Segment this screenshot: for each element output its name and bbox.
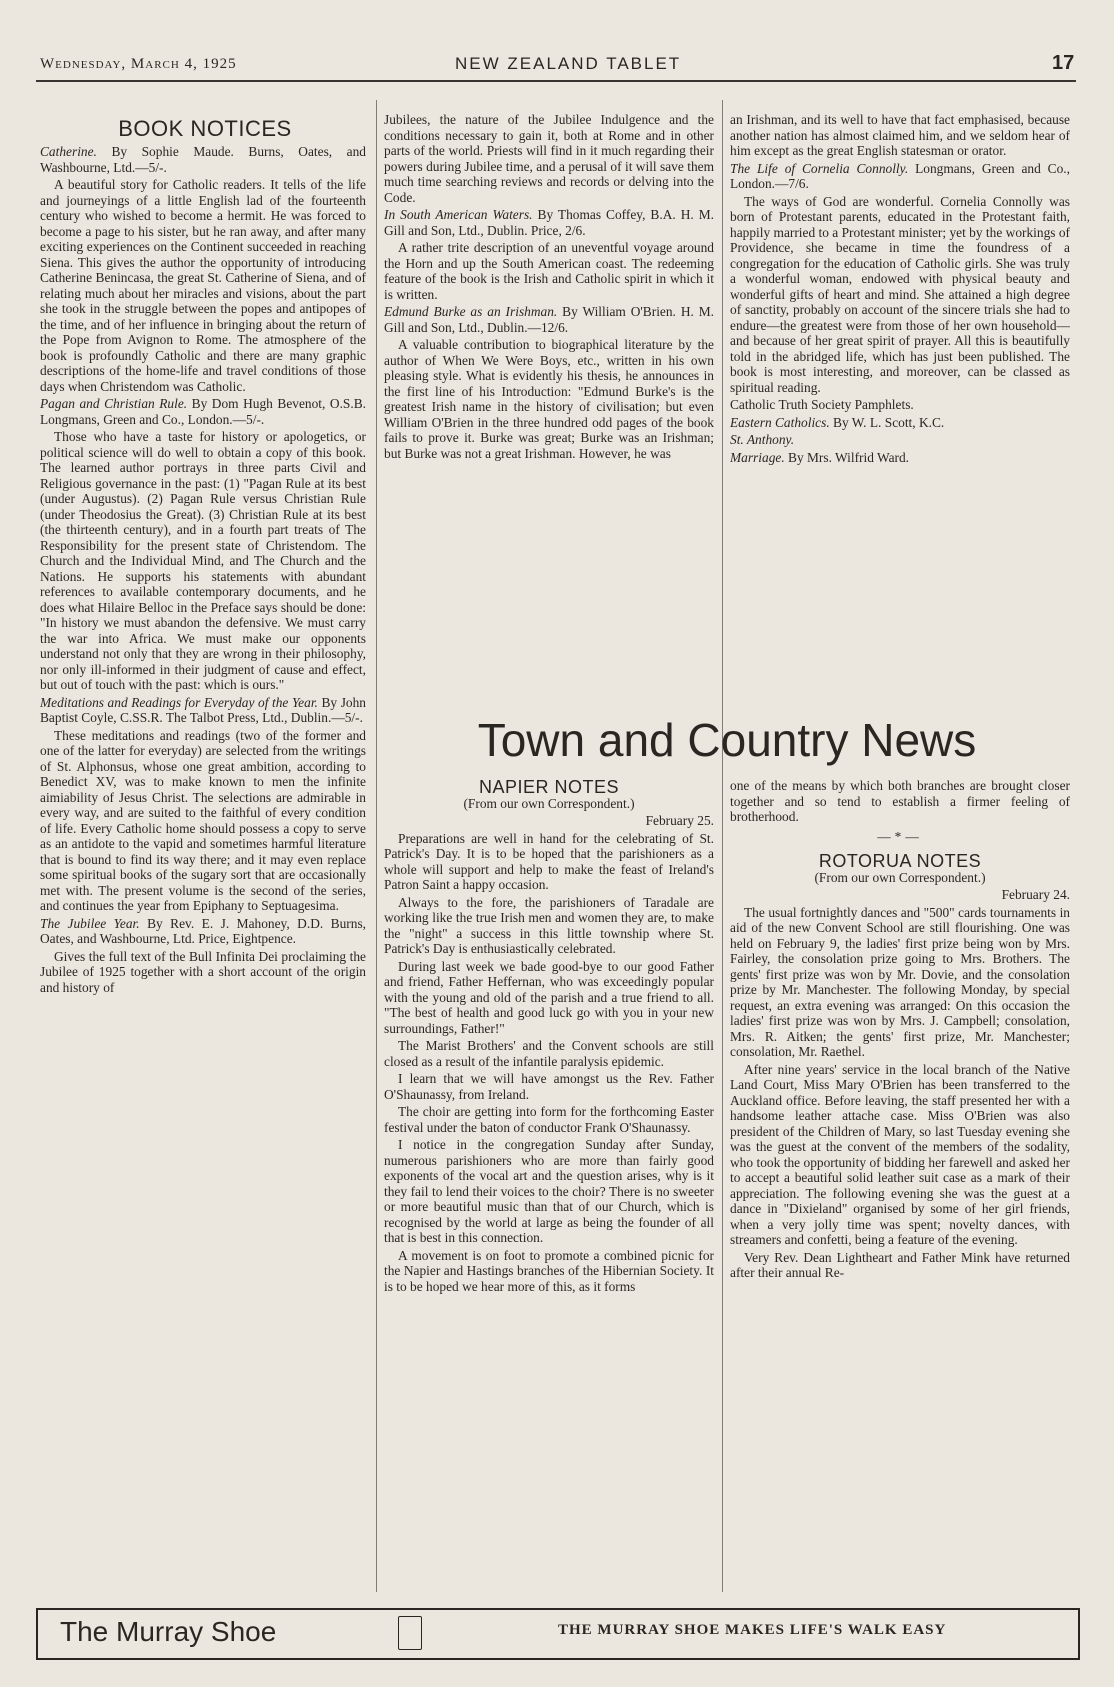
review-paragraph: Jubilees, the nature of the Jubilee Indulgence and the conditions necessary to gain it, both at Rome and in other parts of the world. Priests will find in it much regarding their powers during Jubilee time, and a perusal of it will save them much time searching reviews and records or delving into the Code. — [384, 112, 714, 205]
news-paragraph: The usual fortnightly dances and "500" cards tournaments in aid of the new Convent School are still flourishing. One was held on February 9, the ladies' first prize being won by Mrs. Fairley, the consolation prize going to Mrs. Brothers. The gents' first prize was won by Mr. Dovie, and the consolation prize by Mr. Manchester. The following Monday, by special request, an extra evening was arranged: On this occasion the ladies' first prize was won by Mrs. J. Campbell; consolation, Mrs. R. Aitken; the gents' first prize, Mr. Manchester; consolation, Mr. Raethel. — [730, 904, 1070, 1059]
book-title: St. Anthony. — [730, 432, 795, 447]
news-paragraph: A movement is on foot to promote a combined picnic for the Napier and Hastings branches of the Hibernian Society. It is to be hoped we hear more of this, as it forms — [384, 1247, 714, 1294]
book-publication-details: By Rev. E. J. Mahoney, D.D. Burns, Oates, and Washbourne, Ltd. Price, Eightpence. — [40, 915, 366, 946]
book-publication-details: Longmans, Green and Co., London.—7/6. — [730, 160, 1070, 191]
review-paragraph: A beautiful story for Catholic readers. It tells of the life and journeyings of a little English lad of the fourteenth century who wished to become a hermit. He was forced to become a page to his sister, but he ran away, and after many exciting experiences on the Continent succeeded in reaching Siena. This gives the author the opportunity of introducing Catherine Benincasa, the great St. Catherine of Siena, and of relating much about her miracles and visions, about the part she took in the struggle between the popes and antipopes of the time, and of her influence in bringing about the return of the Pope from Avignon to Rome. The atmosphere of the book is profoundly Catholic and there are many graphic descriptions of the home-life and travel conditions of those days when Christendom was Catholic. — [40, 177, 366, 394]
rotorua-date: February 24. — [1001, 887, 1070, 902]
header-rule — [36, 80, 1076, 82]
book-title: Pagan and Christian Rule. — [40, 396, 188, 411]
review-paragraph: A rather trite description of an uneventful voyage around the Horn and up the South American coast. The redeeming feature of the book is the Irish and Catholic spirit in which it is written. — [384, 240, 714, 302]
review-paragraph: These meditations and readings (two of the former and one of the latter for everyday) are selected from the writings of St. Alphonsus, whose one great ambition, according to Benedict XV, was to make known to men the infinite aimiability of Jesus Christ. The selections are admirable in every way, and are suited to the faithful of every condition of life. Every Catholic home should possess a copy to serve as an antidote to the vapid and sometimes harmful literature that is bound to find its way there; and it may even replace some spiritual books of the sugary sort that are occasionally met with. The present volume is the second of the series, and continues the year from Epiphany to Septuagesima. — [40, 727, 366, 913]
page-number: 17 — [1052, 52, 1075, 74]
book-title: Catherine. — [40, 144, 97, 159]
book-notices-heading: BOOK NOTICES — [118, 116, 292, 141]
book-publication-details: By John Baptist Coyle, C.SS.R. The Talbot Press, Ltd., Dublin.—5/-. — [40, 694, 366, 725]
book-publication-details: By William O'Brien. H. M. Gill and Son, Ltd., Dublin.—12/6. — [384, 304, 714, 335]
book-notices-column-1 — [40, 144, 366, 1599]
book-citation — [40, 916, 366, 947]
book-citation — [384, 304, 714, 335]
book-title: In South American Waters. — [384, 207, 533, 222]
column-divider — [376, 100, 377, 1592]
news-paragraph: I learn that we will have amongst us the Rev. Father O'Shaunassy, from Ireland. — [384, 1071, 714, 1102]
book-citation — [384, 207, 714, 238]
book-notices-column-2 — [384, 112, 714, 704]
book-citation — [730, 161, 1070, 192]
review-paragraph: Those who have a taste for history or apologetics, or political science will do well to obtain a copy of this book. The learned author portrays in three parts Civil and Religious governance in the past: (1) "Pagan Rule at its best (under Augustus). (2) Pagan Rule versus Christian Rule (under Theodosius the Great). (3) Christian Rule at its best (the thirteenth century), and in a fourth part treats of The Responsibility for the present state of Christendom. The Church and the Individual Mind, and The Church and the Nations. He supports his statements with abundant references to available contemporary documents, and he does what Hilaire Belloc in the Preface says should be done: "In history we must abandon the defensive. We must carry the war into Africa. We must make our opponents understand not only that they are wrong in their philosophy, nor only ill-informed in their judgment of cause and effect, but out of touch with the past: which is ours." — [40, 429, 366, 692]
masthead: NEW ZEALAND TABLET — [455, 54, 682, 73]
book-citation — [730, 415, 1070, 431]
advert-slogan: THE MURRAY SHOE MAKES LIFE'S WALK EASY — [558, 1622, 947, 1638]
napier-notes-column — [384, 778, 714, 1598]
news-paragraph: During last week we bade good-bye to our good Father and friend, Father Heffernan, who was exceedingly popular with the young and old of the parish and a true friend to all. "The best of health and good luck go with you in your new surroundings, Father!" — [384, 958, 714, 1036]
news-paragraph: Very Rev. Dean Lightheart and Father Mink have returned after their annual Re- — [730, 1249, 1070, 1280]
town-country-banner: Town and Country News — [477, 714, 977, 766]
advert-shoe-icon — [398, 1616, 422, 1650]
review-paragraph: The ways of God are wonderful. Cornelia Connolly was born of Protestant parents, educated in the Protestant faith, happily married to a Protestant minister; yet by the workings of Providence, she became in time the foundress of a congregation for the education of Catholic girls. She was truly a wonderful woman, endowed with physical beauty and wonderful gifts of heart and mind. She attained a high degree of sanctity, probably on account of the sincere trials she had to endure—the greatest were from those of her own household—and because of her great spirit of prayer. All this is beautifully told in the abridged life, which has just been published. The book is most interesting, and moreover, can be classed as spiritual reading. — [730, 193, 1070, 395]
napier-date: February 25. — [645, 813, 714, 828]
column-divider — [722, 100, 723, 1592]
review-paragraph: Gives the full text of the Bull Infinita Dei proclaiming the Jubilee of 1925 together with a short account of the origin and history of — [40, 948, 366, 995]
book-citation — [40, 144, 366, 175]
book-title: Meditations and Readings for Everyday of the Year. — [40, 694, 318, 710]
book-publication-details: By Dom Hugh Bevenot, O.S.B. Longmans, Green and Co., London.—5/-. — [40, 396, 366, 427]
book-publication-details: By Mrs. Wilfrid Ward. — [784, 449, 910, 465]
book-publication-details: By W. L. Scott, K.C. — [829, 414, 945, 430]
book-citation — [40, 695, 366, 726]
news-paragraph: After nine years' service in the local branch of the Native Land Court, Miss Mary O'Brien has been transferred to the Auckland office. Before leaving, the staff presented her with a handsome leather attache case. Miss O'Brien was also president of the Children of Mary, so last Tuesday evening she was the guest at the convent of the members of the sodality, who took the opportunity of bidding her farewell and asked her to accept a beautiful solid leather suit case as a mark of their appreciation. The following evening she was the guest at a dance in "Dixieland" organised by some of her girl friends, when a very jolly time was spent; novelty dances, with streamers and confetti, being a feature of the evening. — [730, 1061, 1070, 1247]
book-publication-details: By Sophie Maude. Burns, Oates, and Washbourne, Ltd.—5/-. — [40, 144, 366, 175]
header-date: Wednesday, March 4, 1925 — [40, 56, 237, 72]
review-paragraph: A valuable contribution to biographical literature by the author of When We Were Boys, etc., written in his own pleasing style. What is evidently his thesis, he announces in the first line of his Introduction: "Edmund Burke's is the greatest Irish name in the history of civilisation; but even William O'Brien in the three hundred odd pages of the book fails to prove it. Burke was great; Burke was an Irishman; but Burke was not a great Irishman. However, he was — [384, 337, 714, 461]
news-paragraph: The choir are getting into form for the forthcoming Easter festival under the baton of conductor Frank O'Shaunassy. — [384, 1104, 714, 1135]
news-paragraph: Preparations are well in hand for the celebrating of St. Patrick's Day. It is to be hoped that the parishioners as a whole will support and help to make the feast of Ireland's Patron Saint a happy occasion. — [384, 830, 714, 892]
napier-continuation: one of the means by which both branches are brought closer together and so tend to establish a firmer feeling of brotherhood. — [730, 778, 1070, 824]
rotorua-paragraphs — [730, 905, 1070, 1281]
book-notices-column-3 — [730, 112, 1070, 702]
book-title: Marriage. — [730, 449, 785, 465]
book-title: The Jubilee Year. — [40, 915, 140, 931]
news-paragraph: Always to the fore, the parishioners of Taradale are working like the true Irish men and women they are, to make the "night" a success in this little township where St. Patrick's Day is enthusiastically celebrated. — [384, 894, 714, 956]
advert-box — [36, 1608, 1080, 1660]
news-paragraph: I notice in the congregation Sunday after Sunday, numerous parishioners who are more than fairly good exponents of the vocal art and the question arises, why is it they fail to lend their voices to the choir? There is no sweeter or more beautiful music than that of our Church, which is recognised by the world at large as being the founder of all that is best in this connection. — [384, 1137, 714, 1245]
book-title: The Life of Cornelia Connolly. — [730, 160, 909, 176]
napier-paragraphs — [384, 831, 714, 1295]
news-paragraph: The Marist Brothers' and the Convent schools are still closed as a result of the infantile paralysis epidemic. — [384, 1038, 714, 1069]
advert-brand: The Murray Shoe — [60, 1616, 277, 1647]
book-citation — [40, 396, 366, 427]
napier-heading: NAPIER NOTES — [478, 778, 620, 797]
napier-subhead: (From our own Correspondent.) — [463, 795, 635, 811]
book-citation — [730, 450, 1070, 466]
rotorua-notes-column — [730, 778, 1070, 1598]
book-title: Edmund Burke as an Irishman. — [384, 304, 558, 319]
rotorua-subhead: (From our own Correspondent.) — [814, 869, 986, 885]
review-paragraph: an Irishman, and its well to have that fact emphasised, because another nation has almost claimed him, and we seldom hear of him except as the great English statesman or orator. — [730, 112, 1070, 158]
rotorua-heading: ROTORUA NOTES — [818, 851, 982, 871]
book-citation — [730, 432, 1070, 448]
book-title: Eastern Catholics. — [730, 414, 830, 430]
review-paragraph: Catholic Truth Society Pamphlets. — [730, 397, 914, 412]
book-publication-details: By Thomas Coffey, B.A. H. M. Gill and Son, Ltd., Dublin. Price, 2/6. — [384, 207, 714, 238]
ornament-divider: —*— — [877, 828, 923, 844]
